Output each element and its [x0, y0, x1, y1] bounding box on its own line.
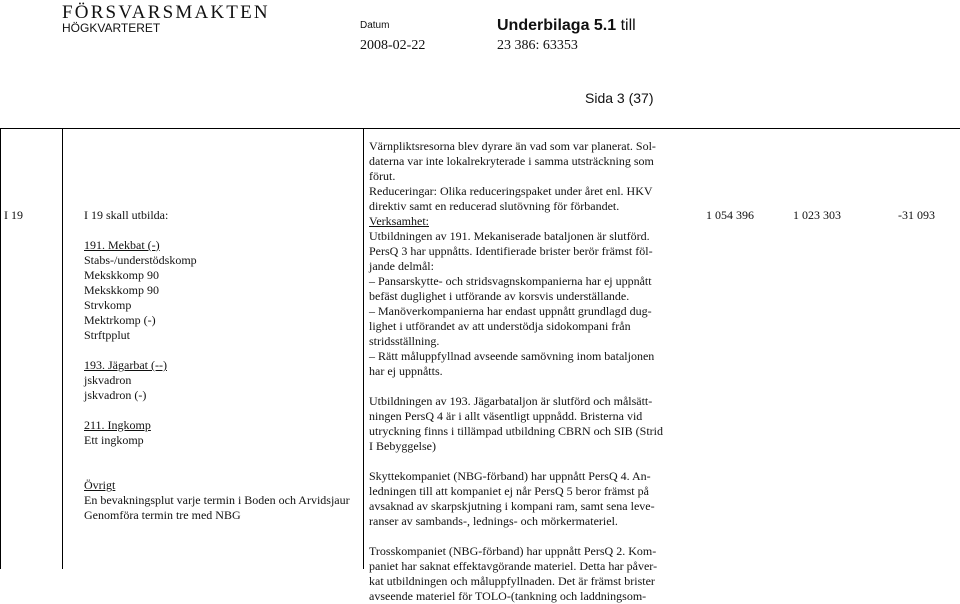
column-divider-2 — [363, 128, 364, 569]
text-line: har ej uppnåtts. — [369, 364, 443, 378]
text-line: Verksamhet: — [369, 214, 429, 228]
table-left-border — [0, 128, 1, 569]
text-line: ranser av sambands-, lednings- och mörkermateriel. — [369, 514, 618, 528]
text-line: Trosskompaniet (NBG-förband) har uppnått PersQ 2. Kom- — [369, 544, 657, 558]
text-line: jskvadron — [84, 373, 132, 387]
text-line: ledningen till att kompaniet ej når PersQ 5 beror främst på — [369, 484, 649, 498]
training-list — [84, 208, 360, 523]
text-line: avseende materiel för TOLO-(tankning och laddningsom- — [369, 589, 647, 603]
text-line: Strvkomp — [84, 298, 132, 312]
document-title — [497, 17, 636, 35]
text-line: Mekskkomp 90 — [84, 283, 159, 297]
text-line: Skyttekompaniet (NBG-förband) har uppnått PersQ 4. An- — [369, 469, 651, 483]
text-line: förut. — [369, 169, 396, 183]
text-line: Övrigt — [84, 478, 116, 492]
text-line — [84, 403, 360, 418]
text-line: direktiv samt en reducerad slutövning för förbandet. — [369, 199, 620, 213]
text-line: befäst duglighet i utförande av korsvis underställande. — [369, 289, 630, 303]
text-line: – Rätt måluppfyllnad avseende samövning inom bataljonen — [369, 349, 655, 363]
text-line — [84, 463, 360, 478]
text-line: Ett ingkomp — [84, 433, 144, 447]
text-line — [84, 448, 360, 463]
text-line: I 19 skall utbilda: — [84, 208, 169, 222]
text-line: lighet i utförandet av att understödja sidokompani från — [369, 319, 631, 333]
text-line: Mekskkomp 90 — [84, 268, 159, 282]
text-line: avsaknad av skarpskjutning i kompani ram, samt sena leve- — [369, 499, 655, 513]
text-line: jande delmål: — [369, 259, 434, 273]
text-line: Värnpliktsresorna blev dyrare än vad som var planerat. Sol- — [369, 139, 656, 153]
text-line: Reduceringar: Olika reduceringspaket under året enl. HKV — [369, 184, 653, 198]
text-line: 191. Mekbat (-) — [84, 238, 160, 252]
date-value: 2008-02-22 — [360, 38, 426, 53]
text-line: Genomföra termin tre med NBG — [84, 508, 241, 522]
reference-number: 23 386: 63353 — [497, 38, 578, 53]
organization-name: FÖRSVARSMAKTEN — [62, 2, 270, 23]
text-line: daterna var inte lokalrekryterade i samma utsträckning som — [369, 154, 654, 168]
text-line: jskvadron (-) — [84, 388, 147, 402]
text-line: Utbildningen av 191. Mekaniserade bataljonen är slutförd. — [369, 229, 650, 243]
text-line: I Bebyggelse) — [369, 439, 436, 453]
text-line — [84, 343, 360, 358]
unit-code: I 19 — [4, 208, 23, 222]
activity-description — [369, 139, 669, 604]
value-2: 1 023 303 — [793, 208, 841, 222]
text-line: 211. Ingkomp — [84, 418, 151, 432]
title-bold: Underbilaga 5.1 — [497, 17, 617, 34]
text-line: Strftpplut — [84, 328, 131, 342]
unit-name: HÖGKVARTERET — [62, 21, 161, 35]
text-line: – Manöverkompanierna har endast uppnått grundlagd dug- — [369, 304, 652, 318]
value-3: -31 093 — [898, 208, 935, 222]
text-line: paniet har saknat effektavgörande materiel. Detta har påver- — [369, 559, 658, 573]
text-line: utryckning finns i tillämpad utbildning CBRN och SIB (Strid — [369, 424, 663, 438]
table-top-border — [0, 128, 960, 129]
text-line: 193. Jägarbat (--) — [84, 358, 167, 372]
title-rest: till — [616, 17, 636, 34]
date-label: Datum — [360, 20, 390, 31]
text-line: Utbildningen av 193. Jägarbataljon är slutförd och målsätt- — [369, 394, 653, 408]
text-line — [369, 454, 669, 469]
text-line: ningen PersQ 4 är i allt väsentligt uppnådd. Bristerna vid — [369, 409, 643, 423]
text-line: – Pansarskytte- och stridsvagnskompanierna har ej uppnått — [369, 274, 652, 288]
text-line: Stabs-/understödskomp — [84, 253, 197, 267]
value-1: 1 054 396 — [706, 208, 754, 222]
text-line — [369, 529, 669, 544]
text-line: kat utbildningen och måluppfyllnaden. Det är främst brister — [369, 574, 655, 588]
text-line: En bevakningsplut varje termin i Boden och Arvidsjaur — [84, 493, 350, 507]
page-number: Sida 3 (37) — [585, 90, 654, 106]
column-divider-1 — [62, 128, 63, 569]
text-line: Mektrkomp (-) — [84, 313, 156, 327]
text-line: stridsställning. — [369, 334, 440, 348]
text-line: PersQ 3 har uppnåtts. Identifierade brister berör främst föl- — [369, 244, 653, 258]
text-line — [369, 379, 669, 394]
text-line — [84, 223, 360, 238]
